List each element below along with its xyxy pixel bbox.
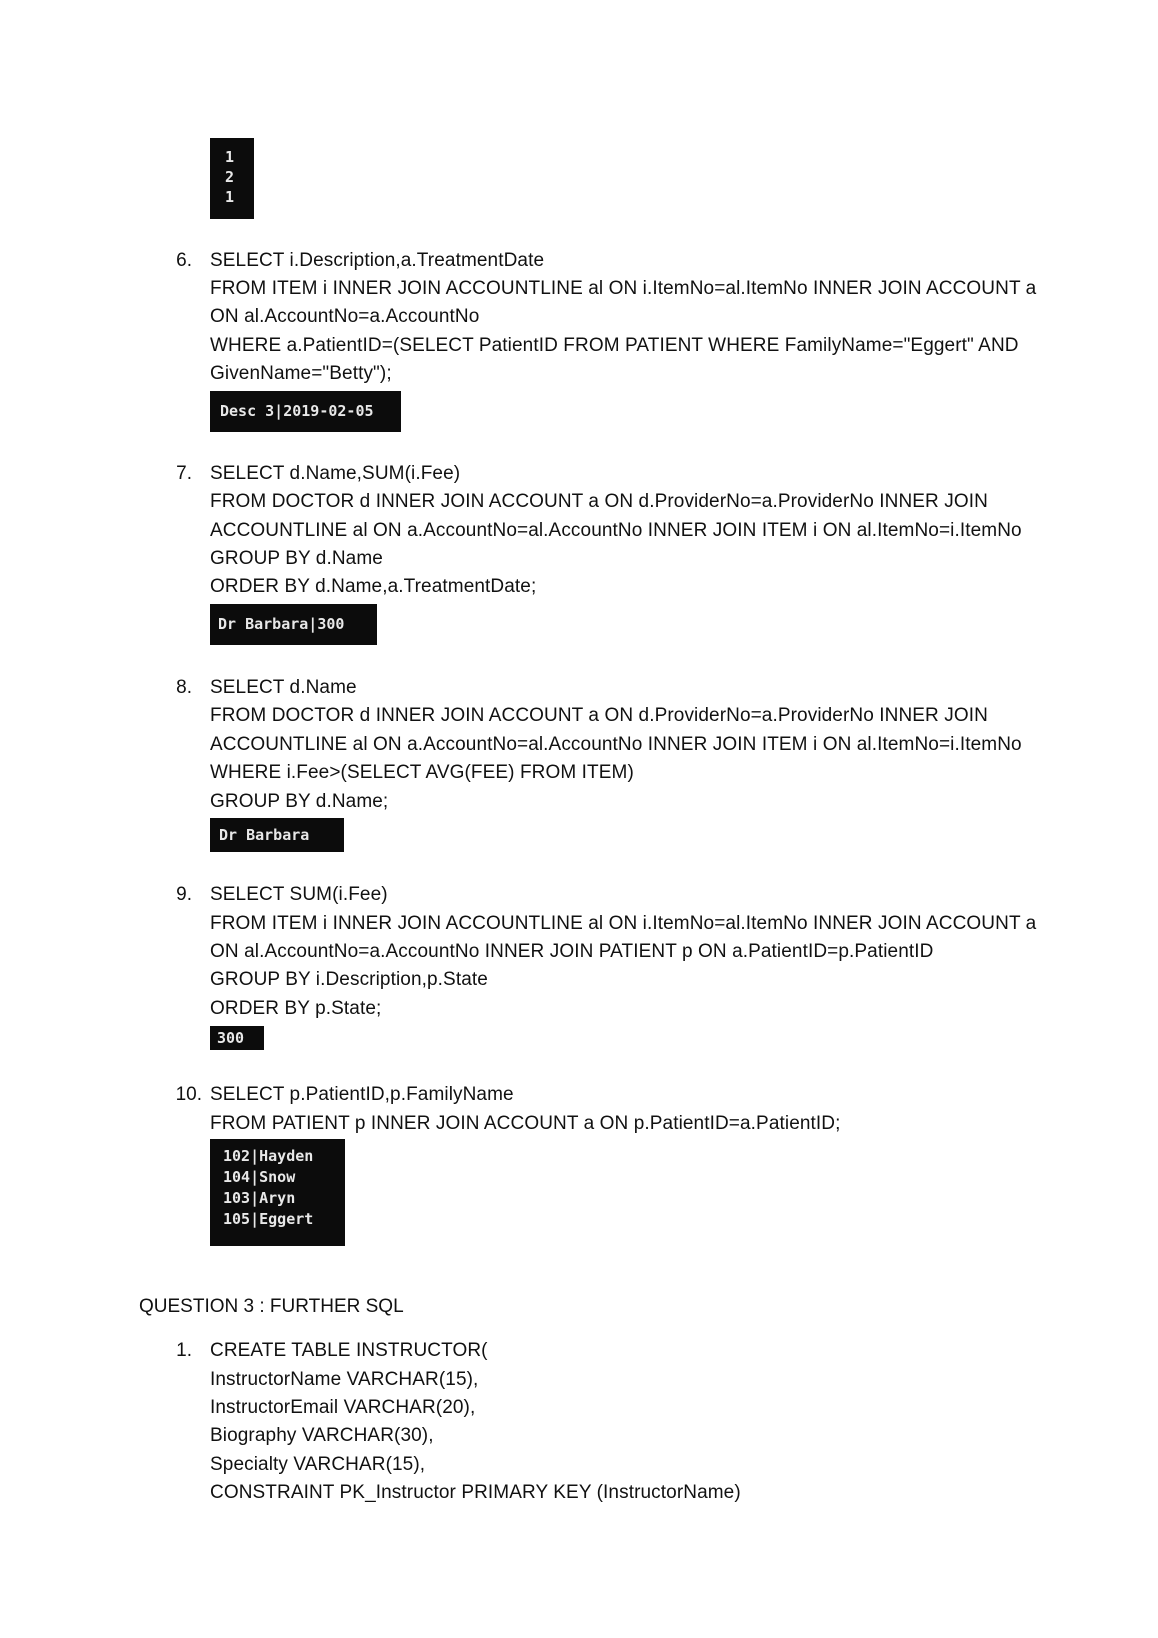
sql-line: SELECT p.PatientID,p.FamilyName: [210, 1084, 514, 1105]
sql-line: InstructorName VARCHAR(15),: [210, 1369, 479, 1390]
sql-line: SELECT SUM(i.Fee): [210, 884, 388, 905]
sql-line: ACCOUNTLINE al ON a.AccountNo=al.AccountNo INNER JOIN ITEM i ON al.ItemNo=i.ItemNo: [210, 520, 1022, 541]
output-row: 300: [217, 1029, 245, 1047]
query-output-box: [210, 391, 401, 432]
output-row: 1: [225, 188, 235, 206]
item-number: 7.: [176, 463, 192, 484]
output-row: 102|Hayden: [223, 1147, 314, 1165]
sql-line: Specialty VARCHAR(15),: [210, 1454, 426, 1475]
output-row: 103|Aryn: [223, 1189, 296, 1207]
sql-line: ON al.AccountNo=a.AccountNo: [210, 306, 480, 327]
sql-line: SELECT d.Name: [210, 677, 357, 698]
item-number: 8.: [176, 677, 192, 698]
sql-line: FROM ITEM i INNER JOIN ACCOUNTLINE al ON i.ItemNo=al.ItemNo INNER JOIN ACCOUNT a: [210, 913, 1037, 934]
sql-line: SELECT i.Description,a.TreatmentDate: [210, 250, 545, 271]
sql-line: ON al.AccountNo=a.AccountNo INNER JOIN PATIENT p ON a.PatientID=p.PatientID: [210, 941, 934, 962]
sql-line: ACCOUNTLINE al ON a.AccountNo=al.AccountNo INNER JOIN ITEM i ON al.ItemNo=i.ItemNo: [210, 734, 1022, 755]
sql-line: WHERE a.PatientID=(SELECT PatientID FROM PATIENT WHERE FamilyName="Eggert" AND: [210, 335, 1019, 356]
item-number: 9.: [176, 884, 192, 905]
output-row: Dr Barbara|300: [218, 615, 345, 633]
sql-line: CONSTRAINT PK_Instructor PRIMARY KEY (InstructorName): [210, 1482, 741, 1503]
sql-line: FROM DOCTOR d INNER JOIN ACCOUNT a ON d.ProviderNo=a.ProviderNo INNER JOIN: [210, 491, 988, 512]
sql-line: GivenName="Betty");: [210, 363, 392, 384]
output-row: 105|Eggert: [223, 1210, 314, 1228]
query-output-box: [210, 1139, 345, 1246]
item-number: 6.: [176, 250, 192, 271]
sql-line: ORDER BY d.Name,a.TreatmentDate;: [210, 576, 537, 597]
output-row: Dr Barbara: [219, 826, 310, 844]
sql-line: GROUP BY d.Name: [210, 548, 383, 569]
section-heading: QUESTION 3 : FURTHER SQL: [139, 1296, 404, 1317]
output-row: Desc 3|2019-02-05: [220, 402, 374, 420]
sql-line: SELECT d.Name,SUM(i.Fee): [210, 463, 461, 484]
sql-line: CREATE TABLE INSTRUCTOR(: [210, 1340, 488, 1361]
sql-line: ORDER BY p.State;: [210, 998, 382, 1019]
query-output-box: [210, 1026, 264, 1050]
item-number: 10.: [175, 1084, 202, 1105]
query-output-box: [210, 818, 344, 852]
item-number: 1.: [176, 1340, 192, 1361]
output-row: 104|Snow: [223, 1168, 296, 1186]
output-row: 2: [225, 168, 235, 186]
q5-output-box: [210, 138, 254, 219]
sql-line: GROUP BY i.Description,p.State: [210, 969, 488, 990]
output-row: 1: [225, 148, 235, 166]
sql-line: Biography VARCHAR(30),: [210, 1425, 434, 1446]
sql-line: FROM ITEM i INNER JOIN ACCOUNTLINE al ON i.ItemNo=al.ItemNo INNER JOIN ACCOUNT a: [210, 278, 1037, 299]
sql-line: InstructorEmail VARCHAR(20),: [210, 1397, 476, 1418]
sql-line: FROM DOCTOR d INNER JOIN ACCOUNT a ON d.ProviderNo=a.ProviderNo INNER JOIN: [210, 705, 988, 726]
query-output-box: [210, 604, 377, 645]
sql-line: GROUP BY d.Name;: [210, 791, 389, 812]
sql-line: FROM PATIENT p INNER JOIN ACCOUNT a ON p.PatientID=a.PatientID;: [210, 1113, 841, 1134]
sql-line: WHERE i.Fee>(SELECT AVG(FEE) FROM ITEM): [210, 762, 634, 783]
